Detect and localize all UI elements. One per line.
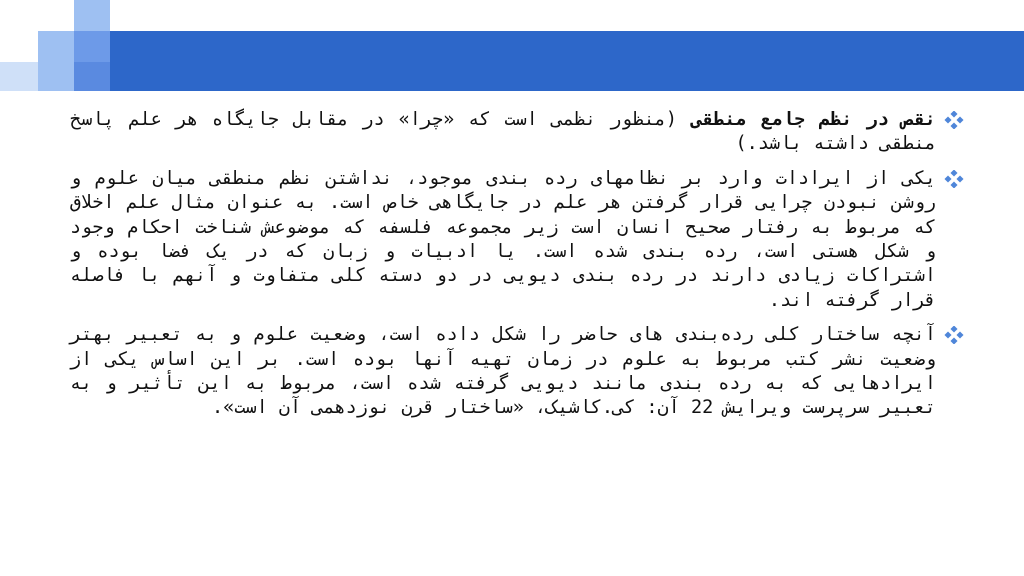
decorative-square <box>74 62 110 91</box>
decorative-square <box>38 31 74 62</box>
diamond-bullet-icon <box>944 326 964 344</box>
header-banner <box>74 31 1024 91</box>
bullet-text: یکی از ایرادات وارد بر نظامهای رده بندی موجود، نداشتن نظم منطقی میان علوم و روشن نبودن چرایی قرار گرفتن هر علم در جایگاهی خاص است. به عنوان مثال علم اخلاق که مربوط به رفتار صحیح انسان است زیر مجموعه فلسفه که موضوعش شناخت احکام وجود و شکل هستی است، رده بندی شده است. یا ادبیات و زبان که در یک فضا بوده و اشتراکات زیادی دارند در رده بندی دیویی در دو دسته کلی متفاوت و آنهم با فاصله قرار گرفته اند. <box>70 167 936 311</box>
decorative-square <box>0 62 38 91</box>
bullet-item <box>70 167 970 313</box>
diamond-bullet-icon <box>944 111 964 129</box>
bullet-lead-text: نقص در نظم جامع منطقی <box>690 109 936 130</box>
bullet-text: آنچه ساختار کلی رده‌بندی های حاضر را شکل داده است، وضعیت علوم و به تعبیر بهتر وضعیت نشر کتب مربوط به علوم در زمان تهیه آنها بوده است. بر این اساس یکی از ایرادهایی که به رده بندی مانند دیویی گرفته شده است، مربوط به این تأثیر و به تعبیر سرپرست ویرایش 22 آن: کی.کاشیک، «ساختار قرن نوزدهمی آن است». <box>70 324 936 419</box>
bullet-list <box>70 108 970 431</box>
bullet-item <box>70 323 970 421</box>
decorative-square <box>74 0 110 31</box>
decorative-square <box>38 62 74 91</box>
bullet-text: (منظور نظمی است که «چرا» در مقابل جایگاه هر علم پاسخ منطقی داشته باشد.) <box>70 109 936 155</box>
bullet-item <box>70 108 970 157</box>
diamond-bullet-icon <box>944 170 964 188</box>
decorative-square <box>74 31 110 62</box>
